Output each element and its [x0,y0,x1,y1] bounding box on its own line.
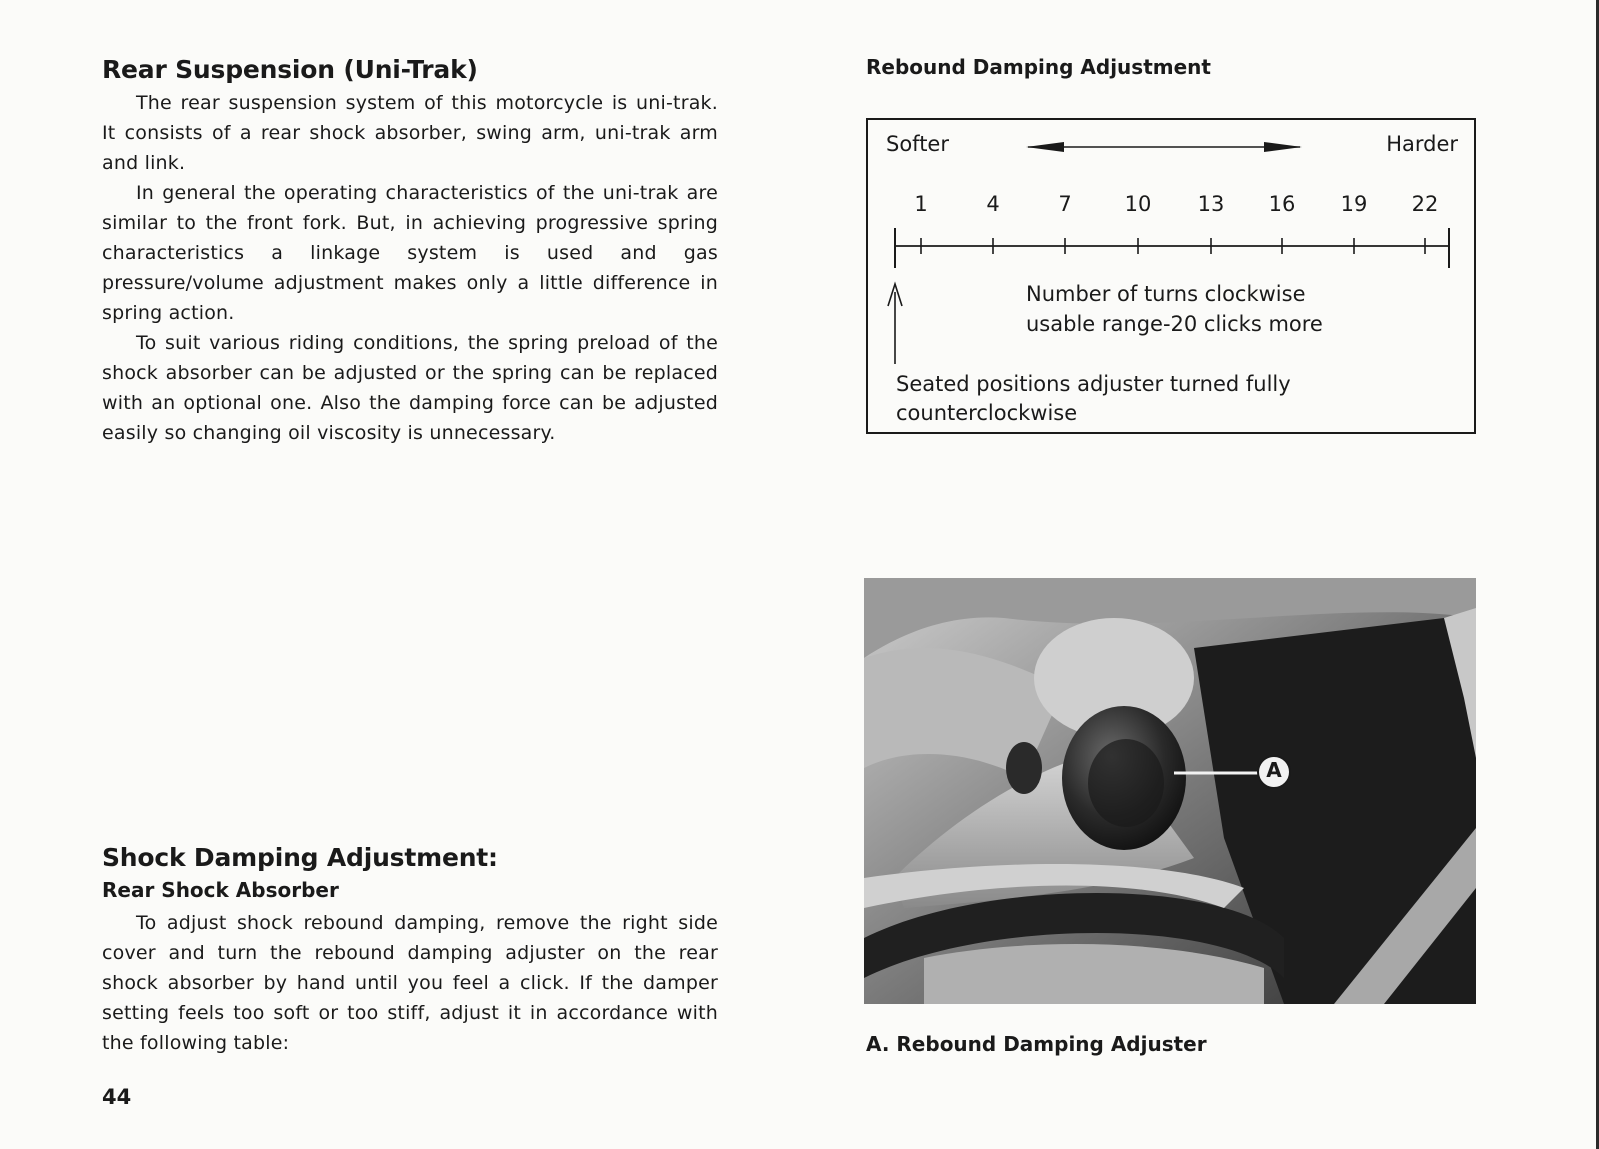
shock-heading: Shock Damping Adjustment: [102,843,498,872]
seated-text-line1: Seated positions adjuster turned fully [896,372,1291,396]
photo-illustration [864,578,1476,1004]
photo-caption: A. Rebound Damping Adjuster [866,1032,1207,1056]
page-number: 44 [102,1085,132,1109]
shock-damping-section [102,843,718,1058]
diagram-title: Rebound Damping Adjustment [866,55,1211,79]
shock-absorber-photo [864,578,1476,1004]
tick-label: 4 [986,192,1000,216]
shock-paragraph: To adjust shock rebound damping, remove the right side cover and turn the rebound damping adjuster on the rear shock absorber by hand until you feel a click. If the damper setting feels too soft or too stiff, adjust it in accordance with the following table: [102,912,718,1054]
paragraph-3: To suit various riding conditions, the spring preload of the shock absorber can be adjusted or the spring can be replaced with an optional one. Also the damping force can be adjusted easily so changing oil viscosity is unnecessary. [102,332,718,444]
tick-label: 16 [1268,192,1296,216]
tick-label: 22 [1411,192,1439,216]
paragraph-2: In general the operating characteristics of the uni-trak are similar to the front fork. But, in achieving progressive spring characteristics a linkage system is used and gas pressure/volume adjustment makes only a little difference in spring action. [102,182,718,324]
seated-text-line2: counterclockwise [896,401,1078,425]
tick-label: 1 [914,192,928,216]
tick-label: 7 [1058,192,1072,216]
turns-text-line2: usable range-20 clicks more [1026,312,1323,336]
rear-suspension-section [102,55,718,448]
turns-text-line1: Number of turns clockwise [1026,282,1306,306]
left-arrowhead [1026,142,1064,152]
harder-label: Harder [1386,132,1458,156]
tick-label: 19 [1340,192,1368,216]
shock-subheading: Rear Shock Absorber [102,878,339,902]
tick-label: 10 [1124,192,1152,216]
callout-a-label: A [1266,758,1282,782]
right-arrowhead [1264,142,1302,152]
diagram-heading-area [866,55,1481,79]
softer-label: Softer [886,132,949,156]
tick-label: 13 [1197,192,1225,216]
section-heading: Rear Suspension (Uni-Trak) [102,55,478,84]
paragraph-1: The rear suspension system of this motorcycle is uni-trak. It consists of a rear shock absorber, swing arm, uni-trak arm and link. [102,92,718,174]
rebound-damping-diagram [866,118,1476,434]
